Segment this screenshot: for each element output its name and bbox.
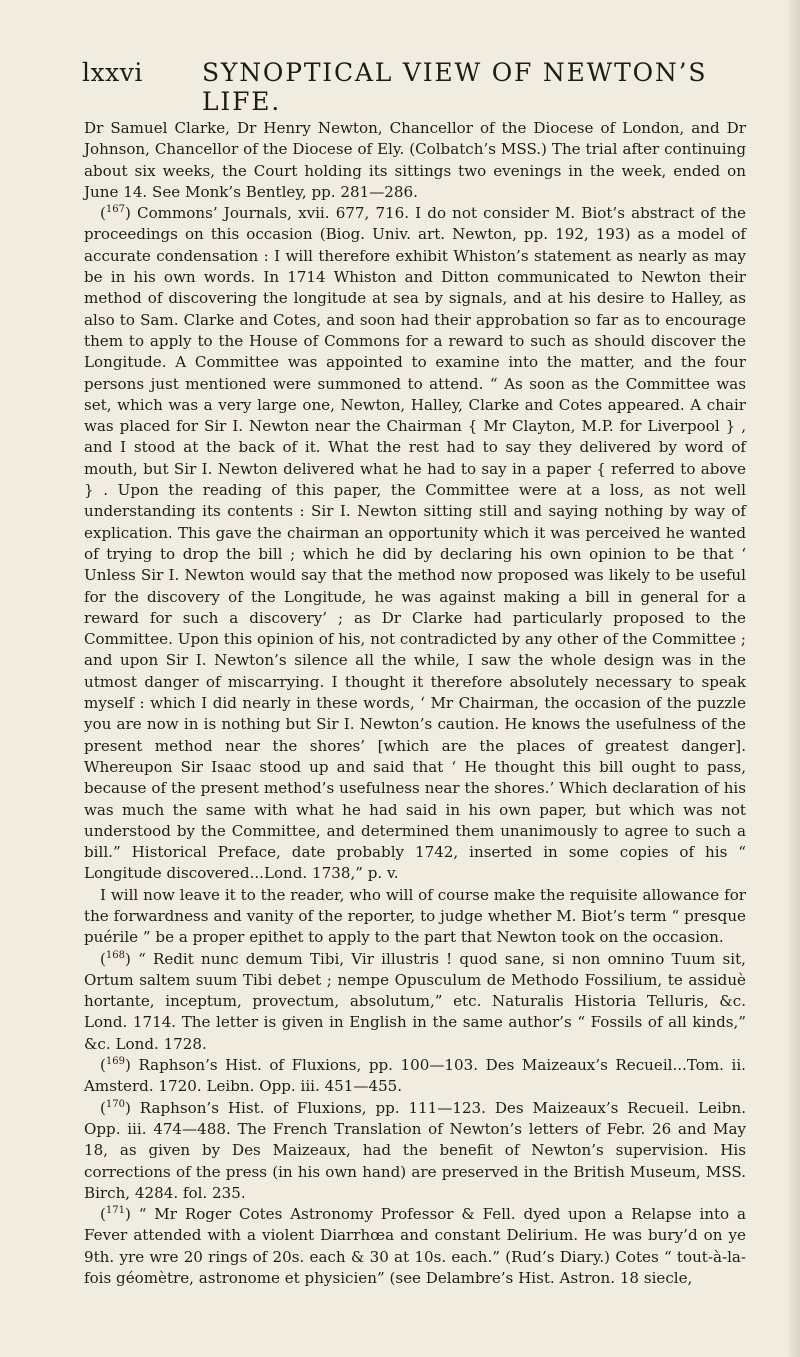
footnote-text: “ Mr Roger Cotes Astronomy Professor & Fell. dyed upon a Relapse into a Fever attended with a violent Diarrhœa and constant Delirium. He was bury’d on ye 9th. yre wre 20 rings of 20s. each & 30 at 10s. each.” (Rud’s Diary.) Cotes “ tout-à-la-fois géomètre, astronome et physicien” (see Delambre’s Hist. Astron. 18 siecle, bbox=[84, 1205, 746, 1288]
page-edge-shadow bbox=[786, 0, 800, 1357]
footnote-170 bbox=[84, 1098, 746, 1204]
footnote-number: ($^{169}$) bbox=[100, 1056, 131, 1075]
page-number: lxxvi bbox=[82, 58, 143, 87]
footnote-number: ($^{171}$) bbox=[100, 1205, 131, 1224]
paragraph bbox=[84, 885, 746, 949]
footnote-text: Raphson’s Hist. of Fluxions, pp. 100—103. Des Maizeaux’s Recueil...Tom. ii. Amsterd. 1720. Leibn. Opp. iii. 451—455. bbox=[84, 1056, 746, 1096]
paragraph-text: I will now leave it to the reader, who will of course make the requisite allowance for the forwardness and vanity of the reporter, to judge whether M. Biot’s term “ presque puérile ” be a proper epithet to apply to the part that Newton took on the occasion. bbox=[84, 885, 746, 947]
running-title: SYNOPTICAL VIEW OF NEWTON’S LIFE. bbox=[202, 58, 708, 116]
footnote-169 bbox=[84, 1055, 746, 1098]
footnote-number: ($^{170}$) bbox=[100, 1098, 131, 1117]
footnote-number: ($^{167}$) bbox=[100, 204, 131, 223]
footnote-168 bbox=[84, 949, 746, 1055]
footnote-167 bbox=[84, 203, 746, 885]
footnote-171 bbox=[84, 1204, 746, 1289]
page-header bbox=[82, 58, 742, 116]
body-text bbox=[84, 118, 746, 1289]
paragraph bbox=[84, 118, 746, 203]
paragraph-text: Dr Samuel Clarke, Dr Henry Newton, Chancellor of the Diocese of London, and Dr Johnson, Chancellor of the Diocese of Ely. (Colbatch’s MSS.) The trial after continuing about six weeks, the Court holding its sittings two evenings in the week, ended on June 14. See Monk’s Bentley, pp. 281—286. bbox=[84, 119, 746, 201]
footnote-text: “ Redit nunc demum Tibi, Vir illustris ! quod sane, si non omnino Tuum sit, Ortum saltem suum Tibi debet ; nempe Opusculum de Methodo Fossilium, te assiduè hortante, inceptum, provectum, absolutum,” etc. Naturalis Historia Telluris, &c. Lond. 1714. The letter is given in English in the same author’s “ Fossils of all kinds,” &c. Lond. 1728. bbox=[84, 949, 746, 1053]
footnote-text: Commons’ Journals, xvii. 677, 716. I do not consider M. Biot’s abstract of the proceedings on this occasion (Biog. Univ. art. Newton, pp. 192, 193) as a model of accurate condensation : I will therefore exhibit Whiston’s statement as nearly as may be in his own words. In 1714 Whiston and Ditton communicated to Newton their method of discovering the longitude at sea by signals, and at his desire to Halley, as also to Sam. Clarke and Cotes, and soon had their approbation so far as to encourage them to apply to the House of Commons for a reward to such as should discover the Longitude. A Committee was appointed to examine into the matter, and the four persons just mentioned were summoned to attend. “ As soon as the Committee was set, which was a very large one, Newton, Halley, Clarke and Cotes appeared. A chair was placed for Sir I. Newton near the Chairman { Mr Clayton, M.P. for Liverpool } , and I stood at the back of it. What the rest had to say they delivered by word of mouth, but Sir I. Newton delivered what he had to say in a paper { referred to above } . Upon the reading of this paper, the Committee were at a loss, as not well understanding its contents : Sir I. Newton sitting still and saying nothing by way of explication. This gave the chairman an opportunity which it was perceived he wanted of trying to drop the bill ; which he did by declaring his own opinion to be that ‘ Unless Sir I. Newton would say that the method now proposed was likely to be useful for the discovery of the Longitude, he was against making a bill in general for a reward for such a discovery’ ; as Dr Clarke had particularly proposed to the Committee. Upon this opinion of his, not contradicted by any other of the Committee ; and upon Sir I. Newton’s silence all the while, I saw the whole design was in the utmost danger of miscarrying. I thought it therefore absolutely necessary to speak myself : which I did nearly in these words, ‘ Mr Chairman, the occasion of the puzzle you are now in is nothing but Sir I. Newton’s caution. He knows the usefulness of the present method near the shores’ [which are the places of greatest danger]. Whereupon Sir Isaac stood up and said that ‘ He thought this bill ought to pass, because of the present method’s usefulness near the shores.’ Which declaration of his was much the same with what he had said in his own paper, but which was not understood by the Committee, and determined them unanimously to agree to such a bill.” Historical Preface, date probably 1742, inserted in some copies of his “ Longitude discovered...Lond. 1738,” p. v. bbox=[84, 204, 746, 883]
footnote-text: Raphson’s Hist. of Fluxions, pp. 111—123. Des Maizeaux’s Recueil. Leibn. Opp. iii. 474—488. The French Translation of Newton’s letters of Febr. 26 and May 18, as given by Des Maizeaux, had the benefit of Newton’s supervision. His corrections of the press (in his own hand) are preserved in the British Museum, MSS. Birch, 4284. fol. 235. bbox=[84, 1098, 746, 1202]
footnote-number: ($^{168}$) bbox=[100, 949, 131, 968]
